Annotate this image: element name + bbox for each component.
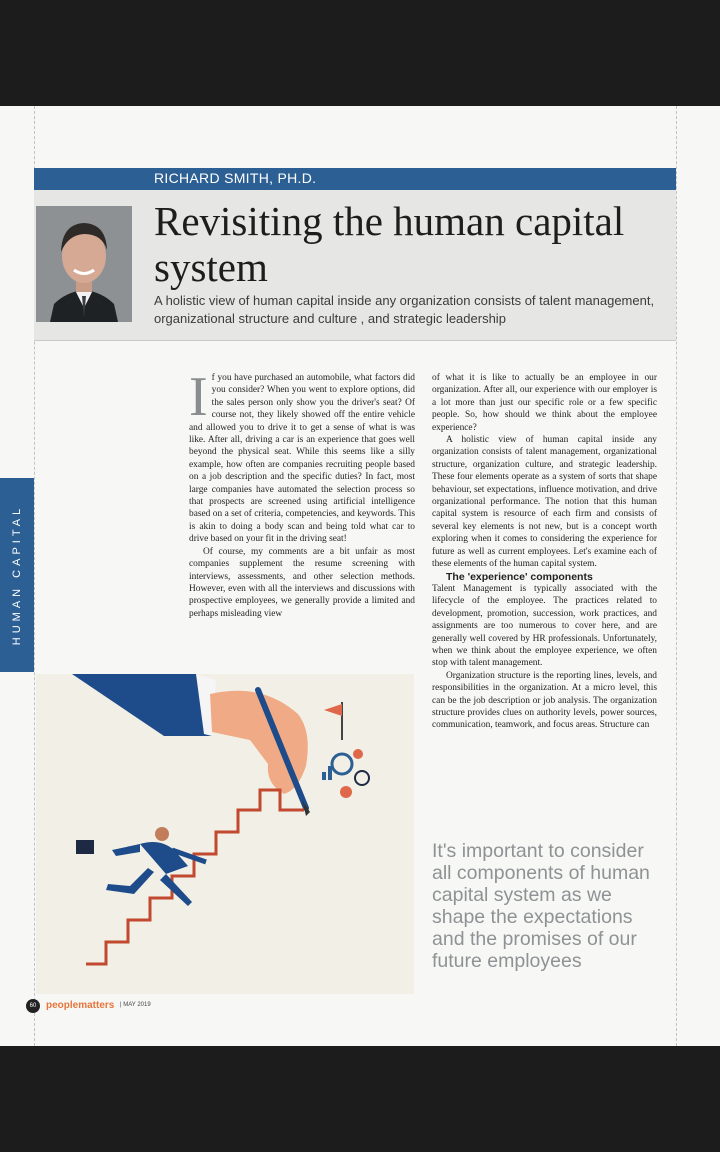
paragraph: A holistic view of human capital inside any organization consists of talent management, organizational structure, organization culture, and strategic leadership. These four elements operate as a system of sorts that shape behaviour, set expectations, influence motivation, and drive organizational performance. The notion that this human capital system is resource of each firm and consists of several key elements is not new, but is a concept worth exploring when it comes to considering the experience for future as well as current employees. Let's examine each of these elements of the human capital system. <box>432 435 657 570</box>
article-header <box>34 190 676 341</box>
section-label: HUMAN CAPITAL <box>11 504 23 646</box>
bottom-black-bar <box>0 1046 720 1152</box>
paragraph: of what it is like to actually be an employee in our organization. After all, our experience with our employer is a lot more than just our specific role or a few specific people. So, how should we think about the employee experience? <box>432 373 657 433</box>
author-bar <box>34 168 676 190</box>
paragraph <box>189 366 415 546</box>
drop-cap: I <box>189 366 208 428</box>
author-portrait <box>36 206 132 322</box>
section-tab <box>0 478 34 672</box>
right-guide-line <box>676 106 677 1046</box>
brand-logo-text: peoplematters <box>46 1000 115 1011</box>
paragraph-text: f you have purchased an automobile, what factors did you consider? When you went to explore options, did the sales person only show you the driver's seat? Of course not, they likely showed off the entire vehicle and allowed you to drive it to get a sense of what is was like. After all, driving a car is an experience that goes well beyond the physical seat. While this seems like a silly example, how often are companies recruiting people based on a job description and the specific duties? In fact, most large companies have automated the selection process so that prospects are screened using artificial intelligence based on a set of criteria, competencies, and keywords. This is akin to doing a body scan and being told what car to drive based on your fit in the driving seat! <box>189 373 415 545</box>
article-title: Revisiting the human capital system <box>154 198 625 290</box>
magazine-page <box>0 106 720 1046</box>
page-number: 60 <box>26 999 40 1013</box>
paragraph: Talent Management is typically associated with the lifecycle of the employee. The practices related to development, promotion, succession, work practices, and assignments are too numerous to cover here, and are generally well covered by HR professionals. Unfortunately, when we think about the employee experience, we often stop with talent management. <box>432 583 657 669</box>
body-column-2 <box>432 372 657 732</box>
body-column-1 <box>189 366 415 620</box>
stairs-illustration <box>36 674 414 994</box>
author-name: RICHARD SMITH, PH.D. <box>154 170 317 186</box>
section-subhead: The 'experience' components <box>446 570 593 583</box>
pull-quote: It's important to consider all components of human capital system as we shape the expectations and the promises of our future employees <box>432 840 650 972</box>
article-deck: A holistic view of human capital inside any organization consists of talent management, organizational structure and culture , and strategic leadership <box>154 293 655 326</box>
paragraph: Of course, my comments are a bit unfair as most companies supplement the resume screening with interviews, assessments, and other selection methods. However, even with all the interviews and discussions with prospective employees, we generally provide a limited and perhaps misleading view <box>189 546 415 619</box>
paragraph: Organization structure is the reporting lines, levels, and responsibilities in the organization. At a micro level, this can be the job description or job analysis. The organization structure provides clues on authority levels, power sources, communication, teamwork, and focus areas. Structure can <box>432 670 657 731</box>
issue-date: | MAY 2019 <box>120 1002 151 1008</box>
top-black-bar <box>0 0 720 106</box>
